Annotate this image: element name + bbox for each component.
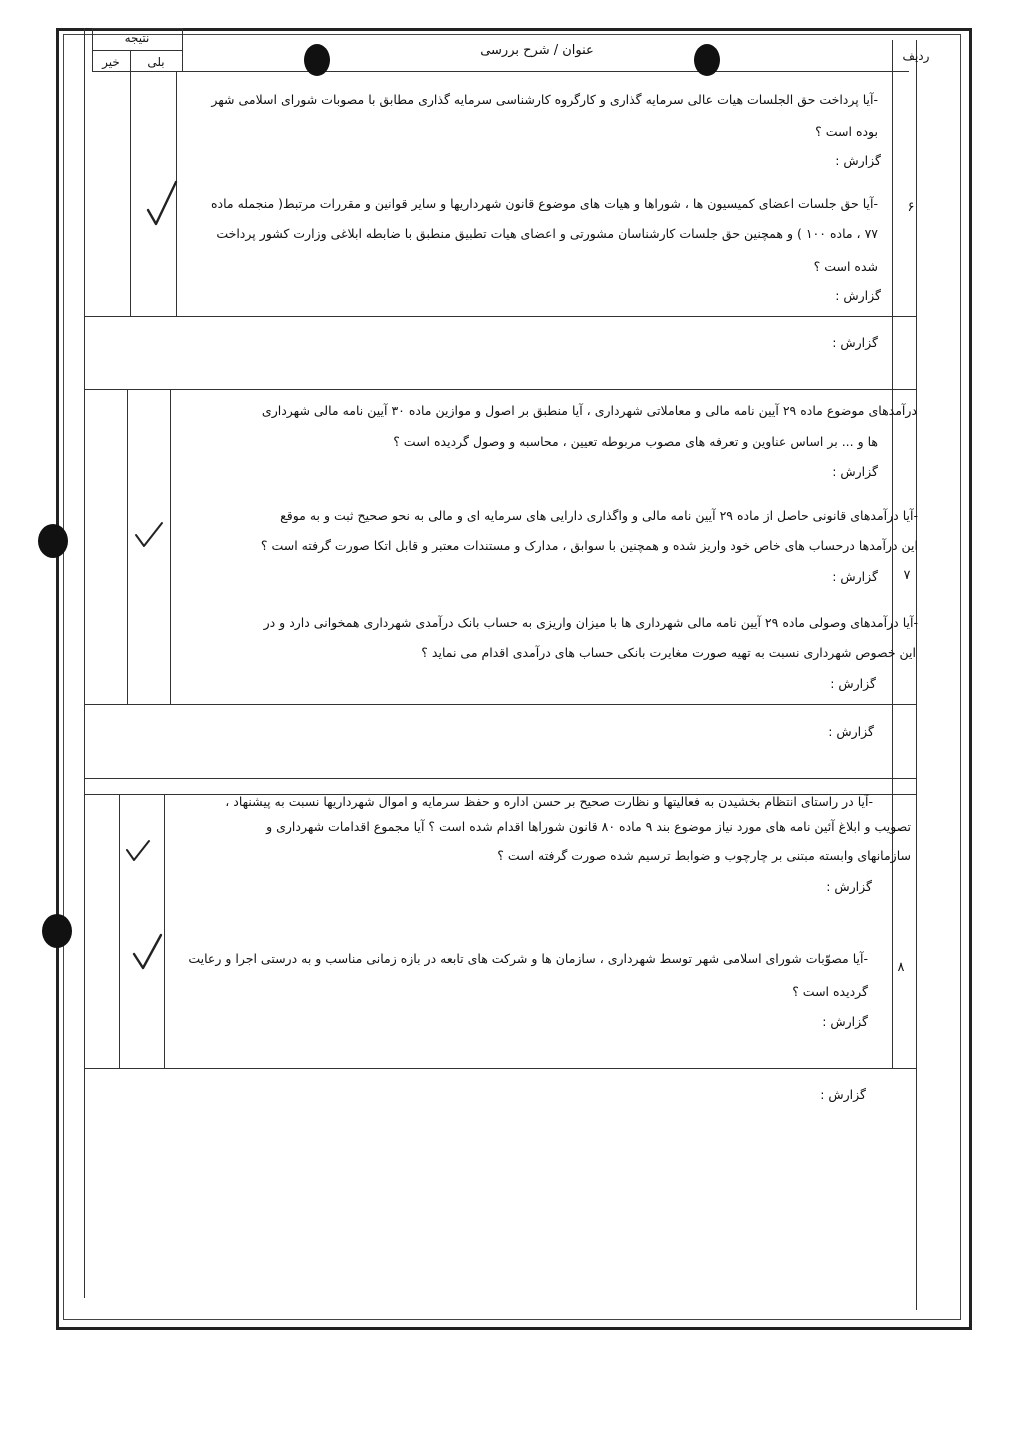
row-number: ۶ bbox=[907, 200, 915, 215]
header-no: خیر bbox=[102, 55, 120, 69]
row8-yes-no-split bbox=[119, 794, 120, 1068]
question-line: سازمانهای وابسته مبتنی بر چارچوب و ضوابط ترسیم شده صورت گرفته است ؟ bbox=[497, 848, 911, 863]
checkmark-icon bbox=[124, 838, 152, 864]
row8-bottom-line bbox=[84, 1068, 916, 1069]
punch-hole bbox=[38, 524, 68, 558]
question-line: گردیده است ؟ bbox=[792, 984, 868, 999]
report-label: گزارش : bbox=[830, 676, 876, 691]
question-line: -آیا درآمدهای قانونی حاصل از ماده ۲۹ آیین نامه مالی و واگذاری دارایی های سرمایه ای و مالی به نحو صحیح ثبت و به موقع bbox=[280, 508, 918, 523]
punch-hole bbox=[304, 44, 330, 76]
summary-report-label: گزارش : bbox=[820, 1087, 866, 1102]
report-label: گزارش : bbox=[822, 1014, 868, 1029]
question-line: این درآمدها درحساب های خاص خود واریز شده و همچنین با سوابق ، مدارک و مستندات معتبر و قابل اتکا صورت گرفته است ؟ bbox=[260, 538, 918, 553]
question-line: -آیا در راستای انتظام بخشیدن به فعالیتها و نظارت صحیح بر حسن اداره و حفظ سرمایه و اموال شهرداریها نسبت به پیشنهاد ، bbox=[225, 794, 873, 809]
header-result-group: نتیجه bbox=[124, 31, 150, 45]
header-title: عنوان / شرح بررسی bbox=[480, 43, 594, 58]
question-line: درآمدهای موضوع ماده ۲۹ آیین نامه مالی و معاملاتی شهرداری ، آیا منطبق بر اصول و موازین ماده ۳۰ آیین نامه مالی شهرداری bbox=[261, 403, 917, 418]
punch-hole bbox=[694, 44, 720, 76]
question-line: -آیا مصوّبات شورای اسلامی شهر توسط شهرداری ، سازمان ها و شرکت های تابعه در بازه زمانی مناسب و به درستی اجرا و رعایت bbox=[188, 951, 868, 966]
left-margin-line bbox=[84, 28, 85, 1298]
question-line: ها و ... بر اساس عناوین و تعرفه های مصوب مربوطه تعیین ، محاسبه و وصول گردیده است ؟ bbox=[393, 434, 878, 449]
report-label: گزارش : bbox=[835, 153, 881, 168]
row6-yes-no-split bbox=[130, 71, 131, 316]
row7-summary-bottom-line bbox=[84, 778, 916, 779]
row-number: ۷ bbox=[903, 568, 911, 583]
report-label: گزارش : bbox=[826, 879, 872, 894]
row7-title-left bbox=[170, 389, 171, 704]
row8-title-left bbox=[164, 794, 165, 1068]
question-line: تصویب و ابلاغ آئین نامه های مورد نیاز موضوع بند ۹ ماده ۸۰ قانون شوراها اقدام شده است ؟ آیا مجموع اقدامات شهرداری و bbox=[266, 819, 911, 834]
question-line: شده است ؟ bbox=[813, 259, 878, 274]
report-label: گزارش : bbox=[835, 288, 881, 303]
punch-hole bbox=[42, 914, 72, 948]
row6-summary-bottom-line bbox=[84, 389, 916, 390]
summary-report-label: گزارش : bbox=[832, 335, 878, 350]
question-line: -آیا حق جلسات اعضای کمیسیون ها ، شوراها و هیات های موضوع قانون شهرداریها و سایر قوانین و مقررات مرتبط( منجمله ماده bbox=[210, 196, 878, 211]
row7-bottom-line bbox=[84, 704, 916, 705]
question-line: این خصوص شهرداری نسبت به تهیه صورت مغایرت بانکی حساب های درآمدی اقدام می نماید ؟ bbox=[421, 645, 916, 660]
right-margin-line bbox=[916, 40, 917, 1310]
question-line: بوده است ؟ bbox=[815, 124, 878, 139]
report-label: گزارش : bbox=[832, 569, 878, 584]
summary-report-label: گزارش : bbox=[828, 724, 874, 739]
checkmark-icon bbox=[130, 932, 164, 972]
header-row-number: ردیف bbox=[902, 49, 930, 63]
header-bottom-line bbox=[92, 71, 909, 72]
header-yes: بلی bbox=[147, 55, 165, 69]
header-top-line bbox=[92, 28, 182, 29]
row7-yes-no-split bbox=[127, 389, 128, 704]
header-result-split-line bbox=[92, 50, 182, 51]
checkmark-icon bbox=[140, 178, 180, 230]
checkmark-icon bbox=[132, 520, 166, 550]
question-line: -آیا پرداخت حق الجلسات هیات عالی سرمایه گذاری و کارگروه کارشناسی سرمایه گذاری مطابق با مصوبات شورای اسلامی شهر bbox=[211, 92, 878, 107]
row6-bottom-line bbox=[84, 316, 916, 317]
question-line: ۷۷ ، ماده ۱۰۰ ) و همچنین حق جلسات کارشناسان مشورتی و اعضای هیات تطبیق منطبق با ضابطه ابلاغی وزارت کشور پرداخت bbox=[216, 226, 878, 241]
rownum-column-line bbox=[892, 40, 893, 1068]
question-line: -آیا درآمدهای وصولی ماده ۲۹ آیین نامه مالی شهرداری ها با میزان واریزی به حساب بانک درآمدی شهرداری همخوانی دارد و در bbox=[263, 615, 918, 630]
row-number: ۸ bbox=[897, 960, 905, 975]
report-label: گزارش : bbox=[832, 464, 878, 479]
